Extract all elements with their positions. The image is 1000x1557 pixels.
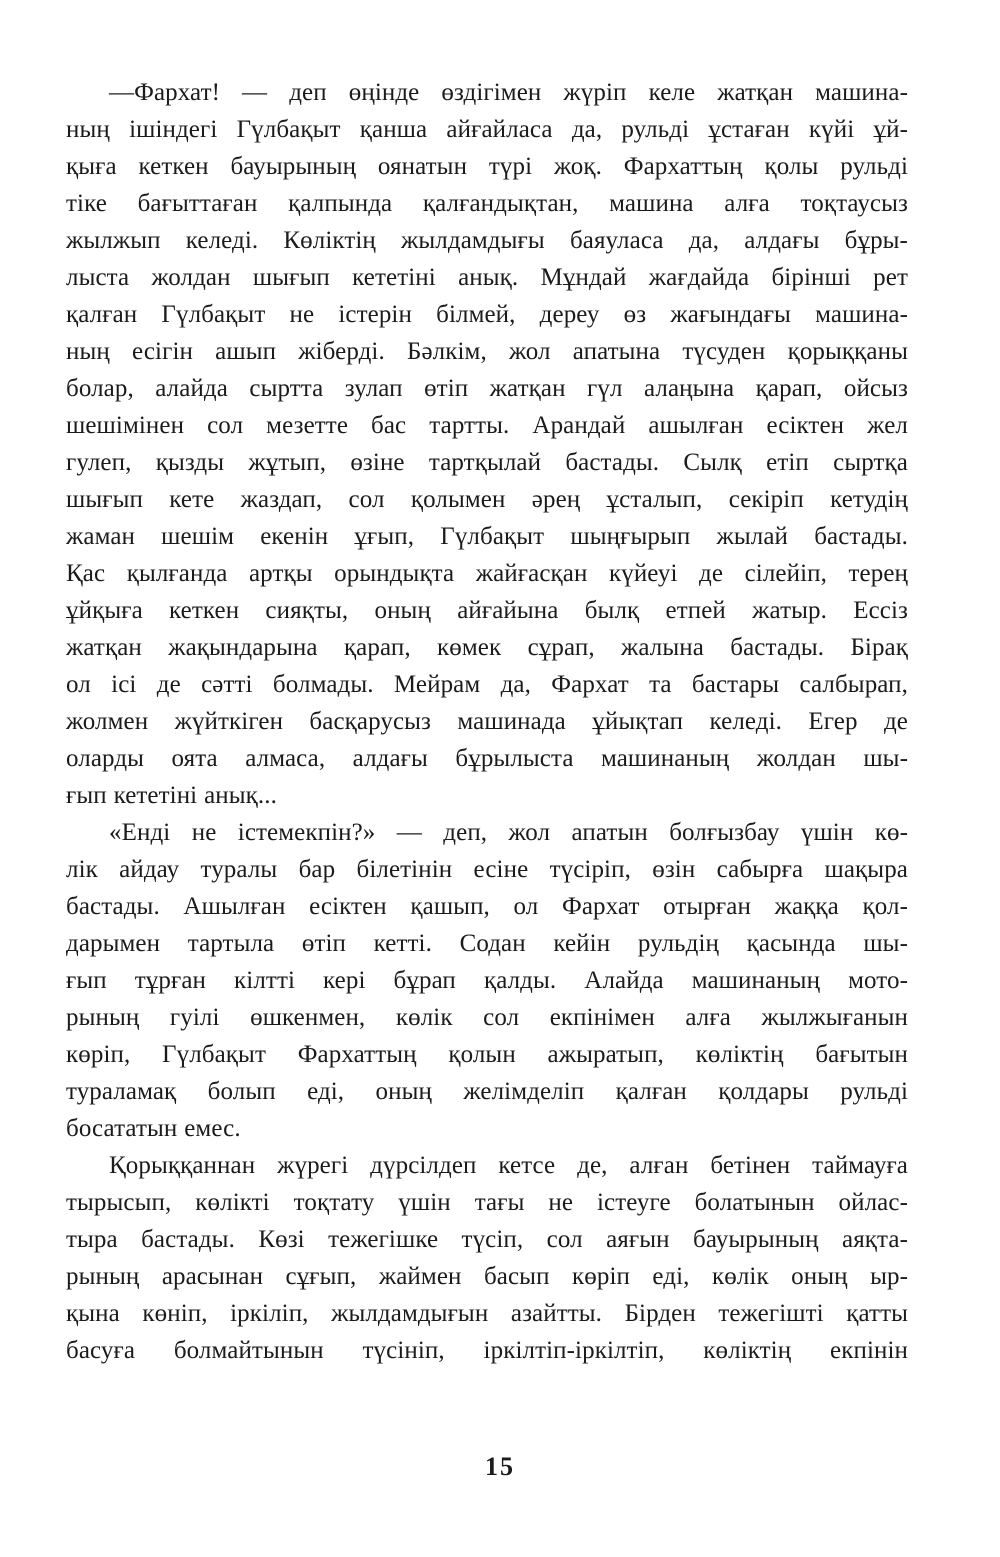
text-line: ның есігін ашып жіберді. Бәлкім, жол апатына түсуден қорыққаны	[66, 338, 908, 365]
text-line: ұйқыға кеткен сияқты, оның айғайына былқ етпей жатыр. Ессіз	[66, 597, 908, 624]
text-line: рының арасынан сұғып, жаймен басып көріп еді, көлік оның ыр-	[66, 1263, 908, 1290]
text-line: босататын емес.	[66, 1115, 241, 1142]
text-line: лік айдау туралы бар білетінін есіне түсіріп, өзін сабырға шақыра	[66, 856, 908, 883]
text-line: тураламақ болып еді, оның желімделіп қалған қолдары рульді	[66, 1078, 908, 1105]
text-line: болар, алайда сыртта зулап өтіп жатқан гүл алаңына қарап, ойсыз	[66, 375, 908, 402]
text-line: «Енді не істемекпін?» — деп, жол апатын болғызбау үшін кө-	[109, 819, 908, 846]
text-line: тыра бастады. Көзі тежегішке түсіп, сол аяғын бауырының аяқта-	[66, 1226, 908, 1253]
paragraph	[66, 74, 908, 814]
text-line: ғып тұрған кілтті кері бұрап қалды. Алайда машинаның мото-	[66, 967, 908, 994]
text-line: жаман шешім екенін ұғып, Гүлбақыт шыңғырып жылай бастады.	[66, 523, 908, 550]
text-line: тырысып, көлікті тоқтату үшін тағы не істеуге болатынын ойлас-	[66, 1189, 908, 1216]
text-line: басуға болмайтынын түсініп, іркілтіп-іркілтіп, көліктің екпінін	[66, 1337, 908, 1364]
text-line: лыста жолдан шығып кететіні анық. Мұндай жағдайда бірінші рет	[66, 264, 908, 291]
page-text-block	[66, 74, 908, 1369]
text-line: бастады. Ашылған есіктен қашып, ол Фархат отырған жаққа қол-	[66, 893, 908, 920]
text-line: жатқан жақындарына қарап, көмек сұрап, жалына бастады. Бірақ	[66, 634, 908, 661]
text-line: дарымен тартыла өтіп кетті. Содан кейін рульдің қасында шы-	[66, 930, 908, 957]
text-line: жылжып келеді. Көліктің жылдамдығы баяуласа да, алдағы бұры-	[66, 227, 908, 254]
text-line: ол ісі де сәтті болмады. Мейрам да, Фархат та бастары салбырап,	[66, 671, 908, 698]
text-line: шешімінен сол мезетте бас тартты. Арандай ашылған есіктен жел	[66, 412, 908, 439]
text-line: гулеп, қызды жұтып, өзіне тартқылай бастады. Сылқ етіп сыртқа	[66, 449, 908, 476]
text-line: тіке бағыттаған қалпында қалғандықтан, машина алға тоқтаусыз	[66, 190, 908, 217]
text-line: оларды оята алмаса, алдағы бұрылыста машинаның жолдан шы-	[66, 745, 908, 772]
paragraph	[66, 1147, 908, 1369]
text-line: қалған Гүлбақыт не істерін білмей, дереу өз жағындағы машина-	[66, 301, 908, 328]
text-line: Қорыққаннан жүрегі дүрсілдеп кетсе де, алған бетінен таймауға	[109, 1152, 908, 1179]
text-line: ғып кететіні анық...	[66, 782, 277, 809]
text-line: —Фархат! — деп өңінде өздігімен жүріп келе жатқан машина-	[109, 79, 908, 106]
text-line: жолмен жүйткіген басқарусыз машинада ұйықтап келеді. Егер де	[66, 708, 908, 735]
paragraph	[66, 814, 908, 1147]
text-line: ның ішіндегі Гүлбақыт қанша айғайласа да, рульді ұстаған күйі ұй-	[66, 116, 908, 143]
text-line: рының гуілі өшкенмен, көлік сол екпінімен алға жылжығанын	[66, 1004, 908, 1031]
text-line: шығып кете жаздап, сол қолымен әрең ұсталып, секіріп кетудің	[66, 486, 908, 513]
page-number: 15	[485, 1452, 515, 1481]
text-line: көріп, Гүлбақыт Фархаттың қолын ажыратып, көліктің бағытын	[66, 1041, 908, 1068]
text-line: қыға кеткен бауырының оянатын түрі жоқ. Фархаттың қолы рульді	[66, 153, 908, 180]
text-line: Қас қылғанда артқы орындықта жайғасқан күйеуі де сілейіп, терең	[66, 560, 908, 587]
text-line: қына көніп, іркіліп, жылдамдығын азайтты. Бірден тежегішті қатты	[66, 1300, 908, 1327]
